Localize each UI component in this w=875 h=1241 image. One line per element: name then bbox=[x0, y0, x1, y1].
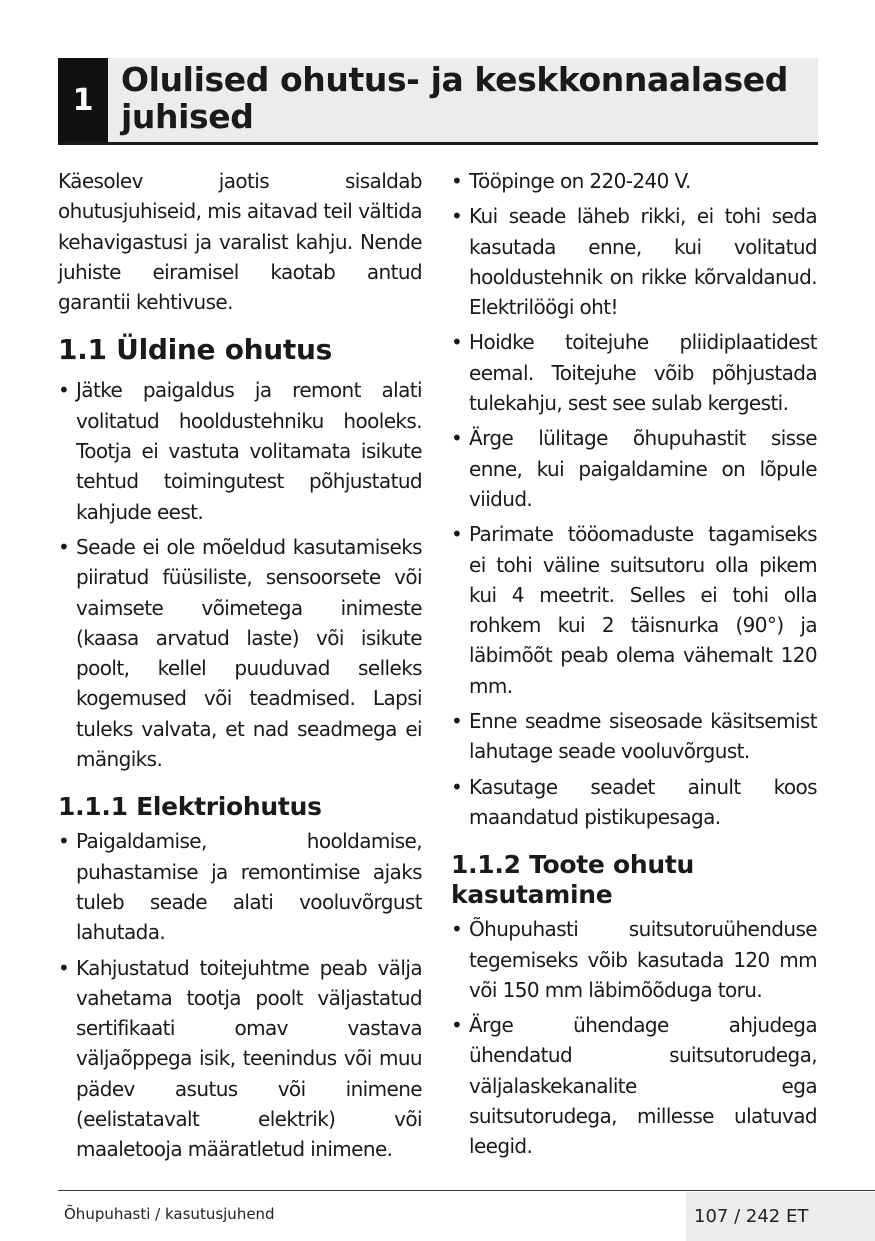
list-item-text: Õhupuhasti suitsutoruühenduse tegemiseks võib kasutada 120 mm või 150 mm läbimõõduga toru. bbox=[469, 917, 817, 1002]
chapter-title: Olulised ohutus- ja keskkonnaalased juhised bbox=[121, 60, 788, 136]
right-column bbox=[451, 166, 817, 1167]
list-item-text: Ärge lülitage õhupuhastit sisse enne, kui paigaldamine on lõpule viidud. bbox=[469, 426, 817, 511]
product-safety-list bbox=[451, 914, 817, 1161]
list-item-text: Kahjustatud toitejuhtme peab välja vahetama tootja poolt väljastatud sertifikaati omav vastava väljaõppega isik, teenindus või muu pädev asutus või inimene (eelistatavalt elektrik) või maaletooja määratletud inimene. bbox=[76, 955, 422, 1162]
left-column bbox=[58, 166, 422, 1170]
section-heading-general-safety: 1.1 Üldine ohutus bbox=[58, 333, 332, 367]
list-item bbox=[451, 772, 817, 833]
list-item bbox=[58, 826, 422, 947]
bullet-icon: • bbox=[451, 204, 463, 229]
list-item-text: Paigaldamise, hooldamise, puhastamise ja remontimise ajaks tuleb seade alati vooluvõrgust lahutada. bbox=[76, 829, 422, 945]
list-item bbox=[58, 953, 422, 1165]
bullet-icon: • bbox=[58, 829, 70, 854]
list-item bbox=[451, 327, 817, 418]
chapter-number: 1 bbox=[58, 58, 108, 142]
electrical-safety-list-continued bbox=[451, 166, 817, 832]
bullet-icon: • bbox=[451, 774, 463, 799]
list-item-text: Enne seadme siseosade käsitsemist lahutage seade vooluvõrgust. bbox=[469, 709, 817, 764]
bullet-icon: • bbox=[451, 330, 463, 355]
list-item-text: Kui seade läheb rikki, ei tohi seda kasutada enne, kui volitatud hooldustehnik on rikke kõrvaldanud. Elektrilöögi oht! bbox=[469, 204, 817, 320]
page-number: 107 / 242 ET bbox=[686, 1192, 875, 1241]
general-safety-list bbox=[58, 375, 422, 774]
list-item-text: Hoidke toitejuhe pliidiplaatidest eemal. Toitejuhe võib põhjustada tulekahju, sest see sulab kergesti. bbox=[469, 330, 817, 416]
list-item-text: Ärge ühendage ahjudega ühendatud suitsutorudega, väljalaskekanalite ega suitsutorudega, millesse ulatuvad leegid. bbox=[469, 1013, 817, 1159]
list-item bbox=[451, 201, 817, 322]
section-heading-product-safety: 1.1.2 Toote ohutu kasutamine bbox=[451, 850, 694, 910]
list-item bbox=[451, 166, 817, 196]
bullet-icon: • bbox=[451, 426, 463, 451]
list-item-text: Kasutage seadet ainult koos maandatud pistikupesaga. bbox=[469, 774, 817, 829]
bullet-icon: • bbox=[451, 169, 463, 193]
list-item bbox=[58, 375, 422, 526]
chapter-header bbox=[58, 58, 818, 145]
bullet-icon: • bbox=[58, 534, 70, 559]
list-item-text: Seade ei ole mõeldud kasutamiseks piiratud füüsiliste, sensoorsete või vaimsete võimetega inimeste (kaasa arvatud laste) või isikute poolt, kellel puuduvad selleks kogemused või teadmised. Lapsi tuleks valvata, et nad seadmega ei mängiks. bbox=[76, 534, 422, 772]
list-item bbox=[58, 532, 422, 774]
bullet-icon: • bbox=[451, 709, 463, 734]
list-item bbox=[451, 519, 817, 701]
intro-paragraph: Käesolev jaotis sisaldab ohutusjuhiseid, mis aitavad teil vältida kehavigastusi ja varalist kahju. Nende juhiste eiramisel kaotab antud garantii kehtivuse. bbox=[58, 169, 422, 315]
footer-divider bbox=[58, 1190, 875, 1191]
section-heading-electrical-safety: 1.1.1 Elektriohutus bbox=[58, 792, 322, 822]
bullet-icon: • bbox=[451, 917, 463, 942]
list-item bbox=[451, 914, 817, 1005]
list-item-text: Tööpinge on 220-240 V. bbox=[469, 169, 691, 193]
bullet-icon: • bbox=[451, 1013, 463, 1038]
bullet-icon: • bbox=[58, 955, 70, 980]
list-item bbox=[451, 706, 817, 767]
bullet-icon: • bbox=[58, 378, 70, 403]
list-item-text: Jätke paigaldus ja remont alati volitatud hooldustehniku hooleks. Tootja ei vastuta volitamata isikute tehtud toimingutest põhjustatud kahjude eest. bbox=[76, 378, 422, 524]
list-item bbox=[451, 423, 817, 514]
electrical-safety-list bbox=[58, 826, 422, 1164]
list-item bbox=[451, 1010, 817, 1161]
list-item-text: Parimate tööomaduste tagamiseks ei tohi väline suitsutoru olla pikem kui 4 meetrit. Selles ei tohi olla rohkem kui 2 täisnurka (90°) ja läbimõõt peab olema vähemalt 120 mm. bbox=[469, 522, 817, 698]
footer-title: Õhupuhasti / kasutusjuhend bbox=[64, 1205, 275, 1223]
bullet-icon: • bbox=[451, 522, 463, 547]
